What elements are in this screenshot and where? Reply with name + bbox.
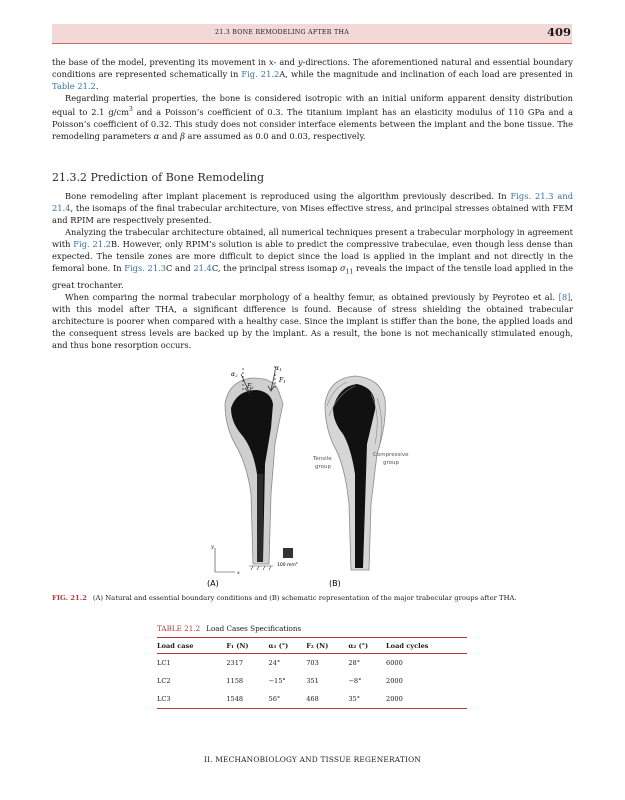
figure-caption-text: (A) Natural and essential boundary conditions and (B) schematic representation of the major trabecular groups after THA.	[92, 594, 517, 602]
fig-21-2b-link[interactable]: Fig. 21.2	[73, 239, 111, 249]
coordinate-axes	[215, 548, 235, 572]
table-label: TABLE 21.2	[157, 624, 201, 633]
table-header-cell: α₂ (°)	[348, 638, 386, 654]
table-cell: 1158	[226, 677, 244, 685]
figure-caption-label: FIG. 21.2	[52, 594, 87, 602]
figs-21-3c-link[interactable]: Figs. 21.3	[124, 263, 167, 273]
table-row	[157, 690, 467, 709]
table-title	[157, 624, 301, 633]
panel-a-label: (A)	[207, 579, 219, 588]
tensile-label-line2: group	[315, 464, 331, 470]
fig-21-4c-link[interactable]: 21.4	[193, 263, 212, 273]
page-footer: II. MECHANOBIOLOGY AND TISSUE REGENERATION	[203, 755, 422, 764]
table-cell: 56°	[269, 690, 307, 709]
section-title: 21.3.2 Prediction of Bone Remodeling	[52, 171, 265, 184]
running-head: 21.3 BONE REMODELING AFTER THA	[214, 29, 350, 36]
table-cell: LC3	[157, 690, 226, 709]
panel-b-label: (B)	[329, 579, 341, 588]
table-cell: 28°	[348, 659, 361, 667]
alpha2-label: α2	[231, 371, 238, 378]
table-21-2-link[interactable]: Table 21.2	[52, 81, 96, 91]
table-cell: 35°	[348, 690, 386, 709]
table-header-row	[157, 638, 467, 654]
header-rule	[52, 43, 572, 44]
table-cell: 703	[306, 659, 319, 667]
table-cell: 468	[306, 690, 348, 709]
table-cell: −15°	[268, 677, 286, 685]
compressive-label-line2: group	[383, 460, 399, 466]
table-row	[157, 654, 467, 673]
table-cell: LC2	[157, 677, 171, 685]
fig-21-2-link[interactable]: Fig. 21.2	[241, 69, 280, 79]
alpha1-label: α1	[275, 365, 282, 372]
axis-x-label: x	[237, 570, 240, 576]
panel-a-femur	[225, 378, 283, 564]
table-cell: 1548	[226, 690, 268, 709]
figure-caption	[52, 594, 517, 602]
table-cell: LC1	[157, 659, 171, 667]
paragraph-boundary-conditions: the base of the model, preventing its movement in x- and y-directions. The aforementioned natural and essential boundary conditions are represented schematically in Fig. 21.2A, while the magnitude and inclination of each load are presented in Table 21.2.	[52, 57, 573, 91]
paragraph-material-properties: Regarding material properties, the bone is considered isotropic with an initial uniform apparent density distribution equal to 2.1 $g/cm^3$ and a Poisson’s coefficient of 0.3. The titanium implant has an elasticity modulus of 110 GPa and a Poisson’s coefficient of 0.32. This study does not consider interface elements between the implant and the bone tissue. The remodeling parameters α and β are assumed as 0.0 and 0.03, respectively.	[52, 93, 573, 141]
table-header-cell: F₁ (N)	[226, 638, 268, 654]
compressive-label-line1: Compressive	[373, 452, 409, 458]
f2-label: F2	[247, 383, 254, 390]
table-cell: 6000	[386, 659, 403, 667]
table-header-cell: F₂ (N)	[306, 638, 348, 654]
table-row	[157, 672, 467, 690]
table-cell: 2000	[386, 677, 403, 685]
table-cell: 351	[306, 677, 319, 685]
figure-21-2	[205, 364, 420, 589]
table-header-cell: Load cycles	[386, 638, 467, 654]
intro-text-block	[52, 56, 573, 142]
table-header-cell: α₁ (°)	[269, 638, 307, 654]
table-cell: 2000	[386, 690, 467, 709]
page-number: 409	[546, 25, 571, 39]
scale-square	[283, 548, 293, 558]
load-cases-table	[157, 637, 467, 709]
paragraph-comparison: When comparing the normal trabecular morphology of a healthy femur, as obtained previously by Peyroteo et al. [8], with this model after THA, a significant difference is found. Because of stress shielding the obtained trabecular architecture is poorer when compared with a healthy case. Since the implant is stiffer than the bone, the applied loads and the consequent stress levels are backed up by the implant. As a result, the bone is not mechanically stimulated enough, and thus bone resorption occurs.	[52, 291, 573, 350]
figs-21-3-21-4-link[interactable]: Figs. 21.3 and 21.4	[52, 191, 574, 213]
section-text-block	[52, 190, 573, 351]
table-cell: −8°	[348, 677, 362, 685]
table-cell: 2317	[226, 659, 244, 667]
tensile-label-line1: Tensile	[313, 456, 332, 462]
table-header-cell: Load case	[157, 638, 226, 654]
paragraph-algorithm: Bone remodeling after implant placement is reproduced using the algorithm previously described. In Figs. 21.3 and 21.4, the isomaps of the final trabecular architecture, von Mises effective stress, and principal stresses obtained with FEM and RPIM are respectively presented.	[52, 191, 574, 225]
panel-b-femur	[325, 376, 385, 570]
axis-y-label: y	[211, 544, 214, 550]
table-cell: 24°	[268, 659, 281, 667]
f1-label: F1	[279, 377, 286, 384]
ref-8-link[interactable]: [8]	[558, 291, 571, 302]
scale-label: 100 $mm^2$	[277, 561, 298, 568]
paragraph-trabecular-analysis: Analyzing the trabecular architecture obtained, all numerical techniques present a trabecular morphology in agreement with Fig. 21.2B. However, only RPIM’s solution is able to predict the compressive trabeculae, even though less dense than expected. The tensile zones are more difficult to depict since the load is applied in the implant and not directly in the femoral bone. In Figs. 21.3C and 21.4C, the principal stress isomap $\sigma_{11}$ reveals the impact of the tensile load applied in the great trochanter.	[52, 227, 574, 290]
table-title-text: Load Cases Specifications	[206, 624, 302, 633]
base-constraint	[249, 566, 273, 570]
